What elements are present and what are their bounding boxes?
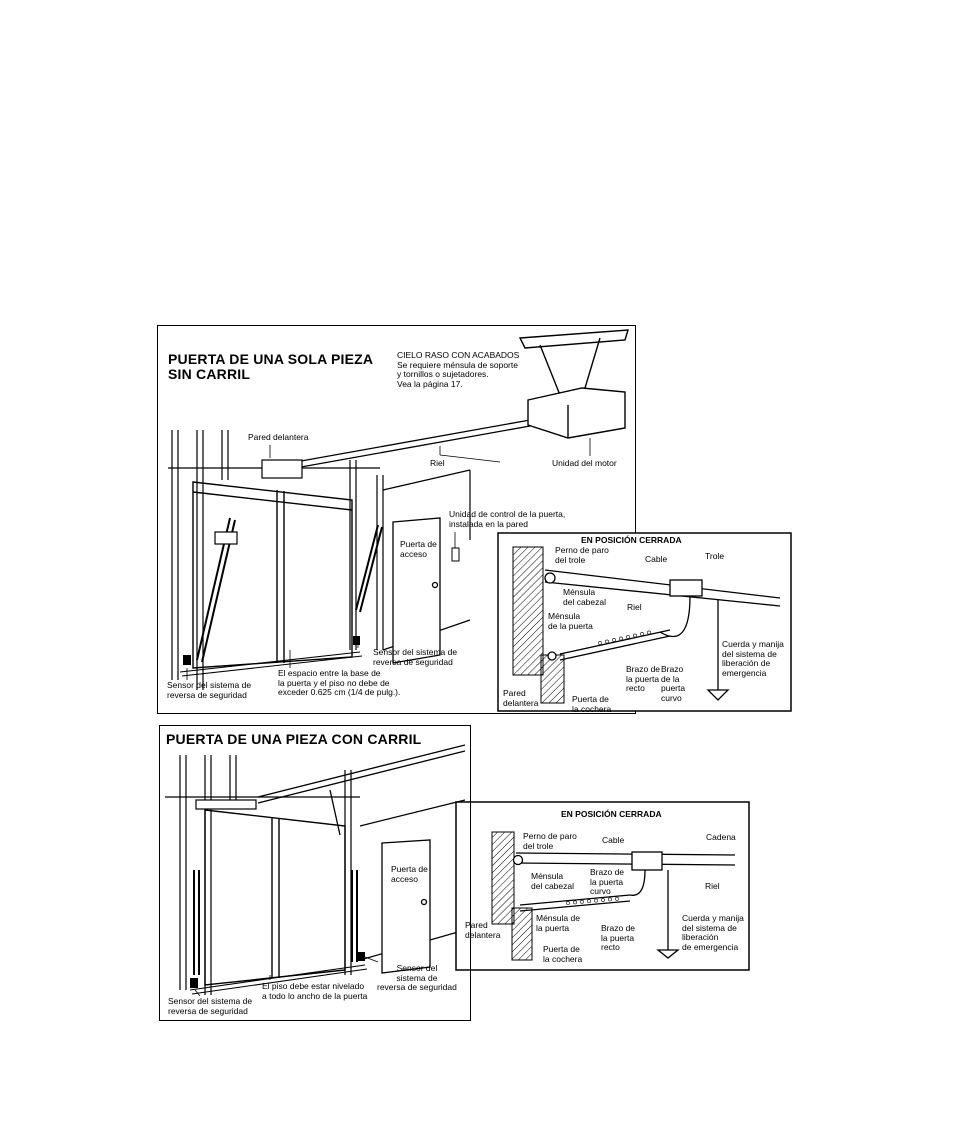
inset-one-heading: EN POSICIÓN CERRADA — [581, 535, 682, 545]
label-ceiling-note: CIELO RASO CON ACABADOS Se requiere ménsula de soporte y tornillos o sujetadores. Vea la página 17. — [397, 350, 520, 389]
inset-two-release: Cuerda y manija del sistema de liberación de emergencia — [682, 913, 744, 952]
inset-two-cable: Cable — [602, 835, 625, 845]
label-motor-unit: Unidad del motor — [552, 458, 617, 468]
label-control-unit: Unidad de control de la puerta, instalada en la pared — [449, 509, 566, 529]
inset-two-front-wall: Pared delantera — [465, 920, 501, 940]
inset-two-chain: Cadena — [706, 832, 736, 842]
label-rail: Riel — [430, 458, 445, 468]
inset-two-door — [512, 908, 532, 960]
wall-control-unit — [452, 548, 459, 561]
label-gap-note: El espacio entre la base de la puerta y el piso no debe de exceder 0.625 cm (1/4 de pulg.). — [278, 668, 401, 697]
inset-one-garage-door: Puerta de la cochera — [572, 694, 612, 714]
inset-two-trolley-stop: Perno de paro del trole — [523, 831, 577, 851]
inset-two-wall — [492, 832, 514, 924]
label-sensor-right-2: Sensor del sistema de reversa de seguridad — [377, 963, 457, 992]
inset-one-front-wall: Pared delantera — [503, 688, 539, 708]
label-sensor-left-2: Sensor del sistema de reversa de seguridad — [168, 996, 253, 1016]
safety-sensor-left — [183, 655, 191, 665]
safety-sensor-right — [353, 636, 360, 645]
label-sensor-left: Sensor del sistema de reversa de seguridad — [167, 680, 252, 700]
inset-one-curved-arm: Brazo de la puerta curvo — [661, 664, 686, 703]
inset-one-door-bracket: Ménsula de la puerta — [548, 611, 593, 631]
label-access-door: Puerta de acceso — [400, 539, 437, 559]
inset-two-rail: Riel — [705, 881, 720, 891]
inset-two-curved-arm: Brazo de la puerta curvo — [590, 867, 625, 896]
inset-one-header-bracket: Ménsula del cabezal — [563, 587, 607, 607]
inset-one-rail: Riel — [627, 602, 642, 612]
inset-one-door — [541, 655, 564, 703]
motor-unit-drawing — [520, 330, 628, 438]
spring-bracket-left — [215, 532, 237, 544]
label-access-door-2: Puerta de acceso — [391, 864, 428, 884]
inset-one-straight-arm: Brazo de la puerta recto — [626, 664, 661, 693]
inset-two-straight-arm: Brazo de la puerta recto — [601, 923, 636, 952]
inset-two-heading: EN POSICIÓN CERRADA — [561, 809, 662, 819]
inset-one-wall — [513, 547, 543, 675]
inset-one-trolley: Trole — [705, 551, 725, 561]
inset-one-cable: Cable — [645, 554, 668, 564]
inset-one-release: Cuerda y manija del sistema de liberación de emergencia — [722, 639, 784, 678]
label-sensor-right: Sensor del sistema de reversa de seguridad — [373, 647, 458, 667]
label-floor-note: El piso debe estar nivelado a todo lo ancho de la puerta — [262, 981, 368, 1001]
panel-two-title: PUERTA DE UNA PIEZA CON CARRIL — [166, 731, 422, 747]
inset-two-garage-door: Puerta de la cochera — [543, 944, 583, 964]
panel-one-title: PUERTA DE UNA SOLA PIEZA SIN CARRIL — [168, 351, 374, 382]
inset-two-door-bracket: Ménsula de la puerta — [536, 913, 580, 933]
header-bracket — [262, 460, 302, 478]
inset-one-trolley-stop: Perno de paro del trole — [555, 545, 609, 565]
label-front-wall: Pared delantera — [248, 432, 309, 442]
inset-two-header-bracket: Ménsula del cabezal — [531, 871, 575, 891]
